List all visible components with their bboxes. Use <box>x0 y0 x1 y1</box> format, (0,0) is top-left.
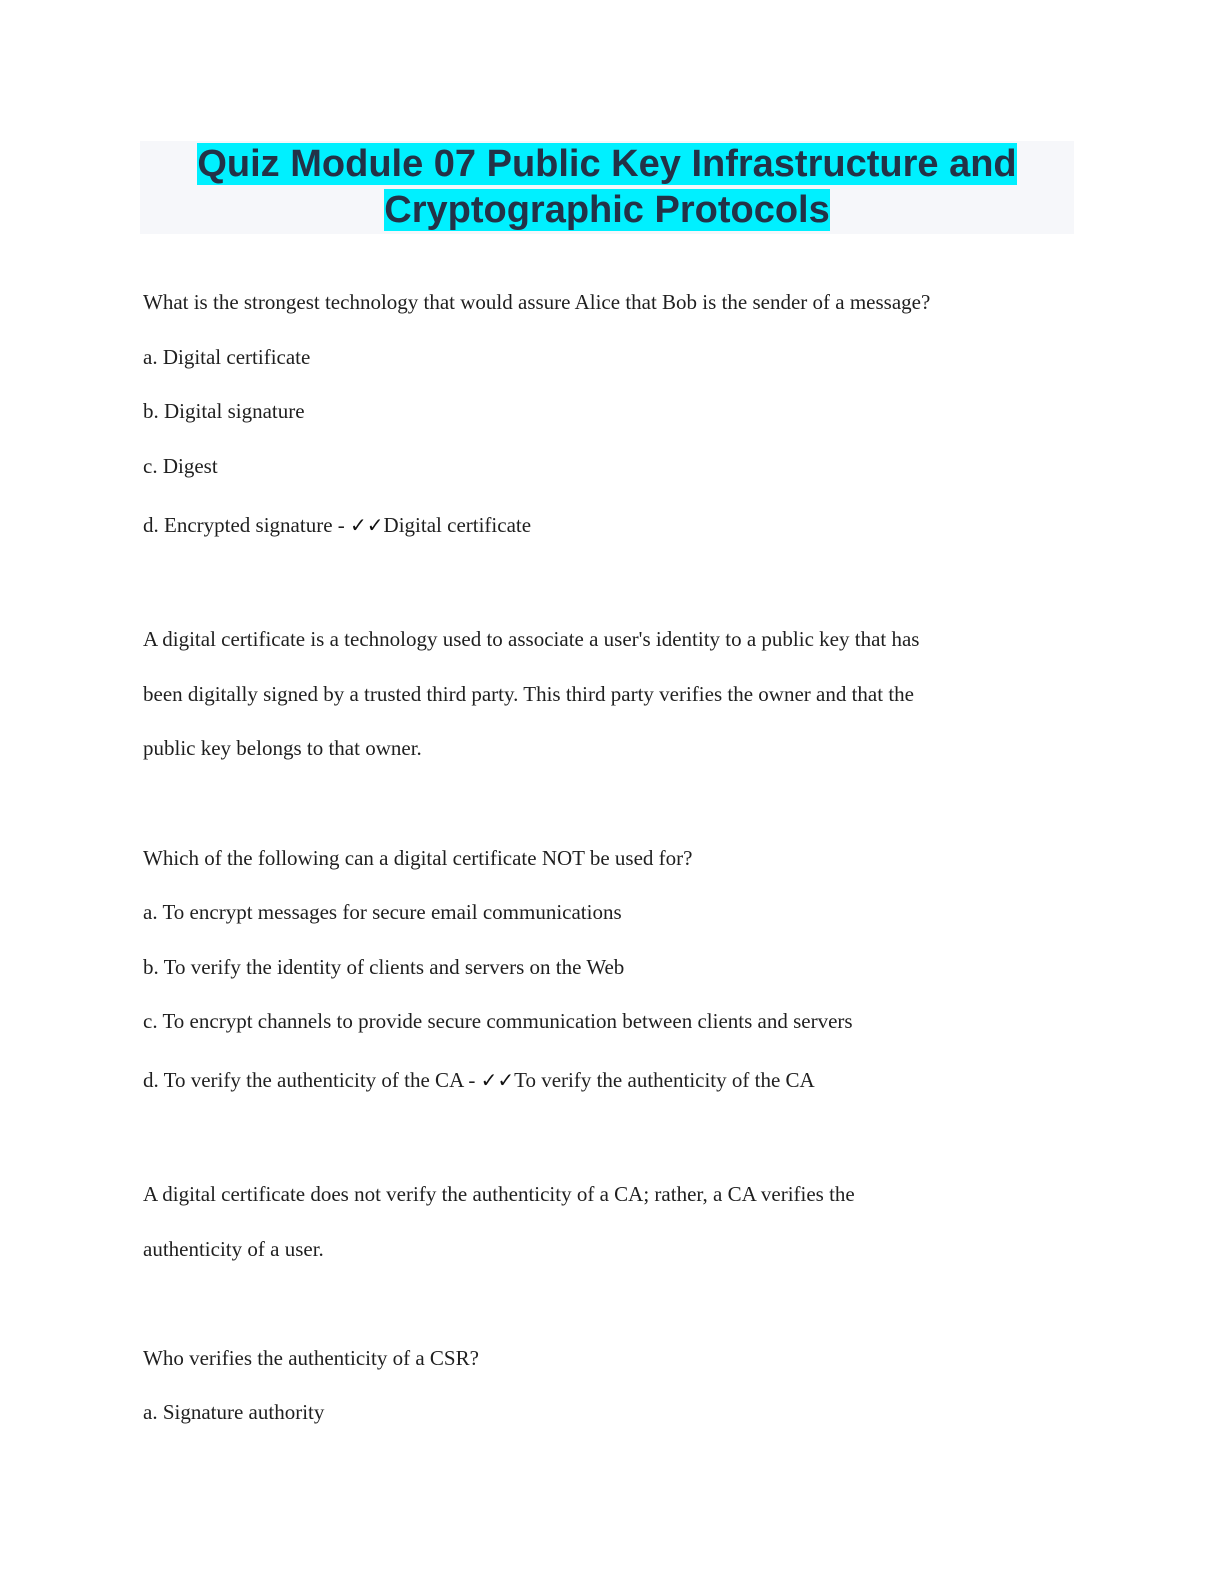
title-line-1 <box>140 141 1074 187</box>
question-2-option-c: c. To encrypt channels to provide secure communication between clients and servers <box>143 1009 853 1033</box>
checkmark-icon: ✓✓ <box>350 513 384 537</box>
question-1-explanation-line-2: been digitally signed by a trusted third party. This third party verifies the owner and that the <box>143 682 914 706</box>
question-2-explanation-line-1: A digital certificate does not verify the authenticity of a CA; rather, a CA verifies the <box>143 1182 855 1206</box>
question-1-answer: Digital certificate <box>383 513 532 537</box>
question-2-text: Which of the following can a digital certificate NOT be used for? <box>143 846 693 870</box>
question-3-text: Who verifies the authenticity of a CSR? <box>143 1346 479 1370</box>
question-2-option-d <box>143 1066 815 1094</box>
question-1-option-d <box>143 511 531 539</box>
question-2-option-b: b. To verify the identity of clients and servers on the Web <box>143 955 625 979</box>
title-line-2-text: Cryptographic Protocols <box>384 189 830 231</box>
question-1-option-a: a. Digital certificate <box>143 345 311 369</box>
question-1-explanation-line-3: public key belongs to that owner. <box>143 736 422 760</box>
question-1-option-c: c. Digest <box>143 454 218 478</box>
question-3-option-a: a. Signature authority <box>143 1400 325 1424</box>
question-1-option-b: b. Digital signature <box>143 399 305 423</box>
question-1-option-d-label: d. Encrypted signature - <box>143 513 351 537</box>
question-2-answer: To verify the authenticity of the CA <box>514 1068 815 1092</box>
question-2-explanation-line-2: authenticity of a user. <box>143 1237 324 1261</box>
document-title-block <box>140 141 1074 234</box>
question-1-explanation-line-1: A digital certificate is a technology used to associate a user's identity to a public key that has <box>143 627 920 651</box>
question-1-text: What is the strongest technology that would assure Alice that Bob is the sender of a message? <box>143 290 931 314</box>
question-2-option-d-label: d. To verify the authenticity of the CA - <box>143 1068 481 1092</box>
question-2-option-a: a. To encrypt messages for secure email communications <box>143 900 622 924</box>
checkmark-icon: ✓✓ <box>480 1068 515 1092</box>
title-line-2 <box>140 187 1074 233</box>
title-line-1-text: Quiz Module 07 Public Key Infrastructure and <box>197 143 1017 185</box>
